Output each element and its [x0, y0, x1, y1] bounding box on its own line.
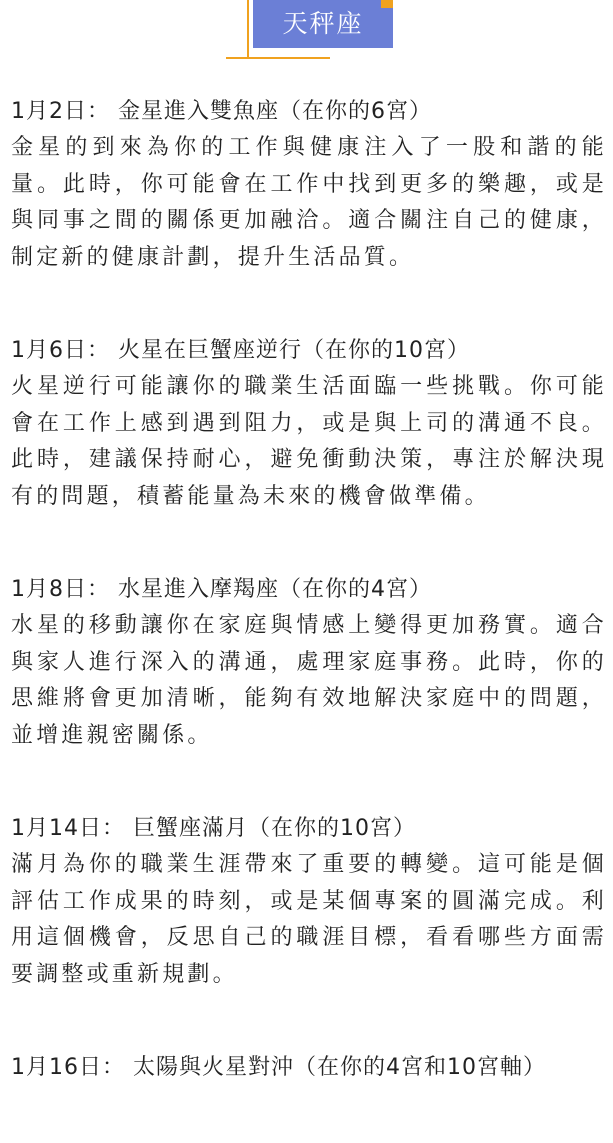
transit-section [11, 94, 607, 276]
transit-body: 火星逆行可能讓你的職業生活面臨一些挑戰。你可能會在工作上感到遇到阻力，或是與上司的溝通不良。此時，建議保持耐心，避免衝動決策，專注於解決現有的問題，積蓄能量為未來的機會做準備。 [11, 374, 607, 509]
transit-body: 滿月為你的職業生涯帶來了重要的轉變。這可能是個評估工作成果的時刻，或是某個專案的圓滿完成。利用這個機會，反思自己的職涯目標，看看哪些方面需要調整或重新規劃。 [11, 852, 607, 987]
transit-title: 1月6日： 火星在巨蟹座逆行（在你的10宮） [11, 338, 470, 363]
transit-body: 金星的到來為你的工作與健康注入了一股和諧的能量。此時，你可能會在工作中找到更多的樂趣，或是與同事之間的關係更加融洽。適合關注自己的健康，制定新的健康計劃，提升生活品質。 [11, 135, 607, 270]
header-accent-vertical-line [247, 0, 249, 58]
transit-title: 1月2日： 金星進入雙魚座（在你的6宮） [11, 99, 432, 124]
transit-section [11, 1050, 607, 1086]
transit-title: 1月8日： 水星進入摩羯座（在你的4宮） [11, 577, 432, 602]
zodiac-title: 天秤座 [282, 9, 364, 38]
article-content [11, 94, 607, 1143]
transit-title: 1月16日： 太陽與火星對沖（在你的4宮和10宮軸） [11, 1055, 546, 1080]
transit-section [11, 811, 607, 993]
transit-body: 水星的移動讓你在家庭與情感上變得更加務實。適合與家人進行深入的溝通，處理家庭事務。此時，你的思維將會更加清晰，能夠有效地解決家庭中的問題，並增進親密關係。 [11, 613, 607, 748]
transit-section [11, 572, 607, 754]
header-accent-horizontal-line [226, 57, 330, 59]
zodiac-title-tag [253, 0, 393, 48]
section-header [0, 0, 613, 70]
transit-section [11, 333, 607, 515]
header-corner-decoration [381, 0, 393, 8]
transit-title: 1月14日： 巨蟹座滿月（在你的10宮） [11, 816, 416, 841]
